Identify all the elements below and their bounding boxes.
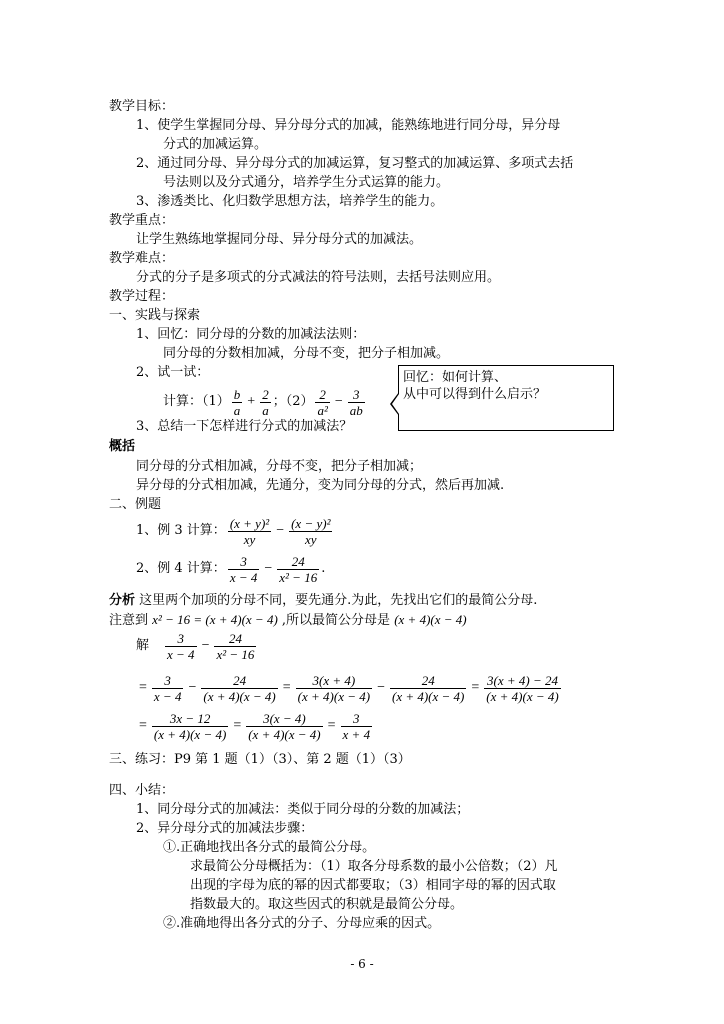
equals-sign: = — [282, 680, 291, 695]
fraction-3-over-x-minus-4: $\frac{3}{x - 4}$ — [229, 553, 258, 585]
overview-title: 概括 — [109, 439, 136, 454]
page-number: - 6 - — [350, 957, 374, 971]
calc-label: 计算：（1） — [163, 394, 230, 409]
equals-sign: = — [139, 718, 147, 733]
fraction-3x-minus-4-over-product: $\frac{3(x - 4)}{(x + 4)(x - 4)}$ — [248, 710, 321, 742]
process-heading: 教学过程： — [109, 289, 175, 304]
difficulty-text: 分式的分子是多项式的分式减法的符号法则，去括号法则应用。 — [136, 270, 501, 285]
fraction-combined-over-product: $\frac{3(x + 4) - 24}{(x + 4)(x - 4)}$ — [486, 672, 559, 704]
fraction-3x-minus-12-over-product: $\frac{3x - 12}{(x + 4)(x - 4)}$ — [153, 710, 227, 742]
callout-line-2: 从中可以得到什么启示？ — [403, 387, 547, 402]
notice-line — [109, 610, 467, 630]
fraction-24-over-product: $\frac{24}{(x + 4)(x - 4)}$ — [391, 672, 465, 704]
fraction-x-minus-y-squared: $\frac{\text{(x − y)²}}{xy}$ — [291, 515, 331, 547]
equals-sign: = — [233, 718, 242, 733]
example-4-end: . — [321, 561, 326, 576]
overview-line-1: 同分母的分式相加减，分母不变，把分子相加减； — [136, 459, 423, 474]
try-calculation — [163, 385, 367, 419]
summary-item-1: 1、同分母分式的加减法：类似于同分母的分数的加减法； — [136, 802, 470, 817]
minus-sign: − — [188, 680, 197, 695]
fraction-3-over-x-plus-4: $\frac{3}{x + 4}$ — [342, 710, 371, 742]
notice-middle: ,所以最简公分母是 — [281, 613, 391, 628]
section4-title: 四、小结： — [109, 783, 175, 798]
try-line: 2、试一试： — [136, 365, 210, 380]
fraction-24-over-product: $\frac{24}{(x + 4)(x - 4)}$ — [203, 672, 276, 704]
section2-title: 二、例题 — [109, 497, 162, 512]
callout-pointer-inner — [392, 394, 399, 414]
summary-step-1-detail-2: 出现的字母为底的幂的因式都要取；（3）相同字母的幂的因式取 — [190, 878, 556, 893]
fraction-2-over-a2: $\frac{2}{\text{a²}}$ — [317, 386, 328, 418]
example-4-label: 2、例 4 计算： — [136, 561, 226, 576]
calc-separator: ；（2） — [272, 394, 314, 409]
fraction-b-over-a: $\frac{b}{a}$ — [233, 386, 241, 418]
analysis-label: 分析 — [109, 593, 136, 608]
key-point-heading: 教学重点： — [109, 213, 175, 228]
fraction-x-plus-y-squared: $\frac{\text{(x + y)²}}{xy}$ — [229, 515, 270, 547]
solution-line-2 — [136, 670, 563, 706]
minus-sign: − — [377, 680, 385, 695]
recall-rule: 同分母的分数相加减，分母不变，把分子相加减。 — [163, 346, 450, 361]
recall-callout — [398, 365, 614, 431]
goal-item-3: 3、渗透类比、化归数学思想方法，培养学生的能力。 — [136, 194, 444, 209]
solution-line-3 — [136, 708, 374, 744]
goal-item-1: 1、使学生掌握同分母、异分母分式的加减，能熟练地进行同分母，异分母 — [136, 118, 561, 133]
example-4 — [136, 552, 325, 586]
summary-item-2: 2、异分母分式的加减法步骤： — [136, 821, 314, 836]
fraction-3-over-x-minus-4: $\frac{3}{x - 4}$ — [167, 630, 195, 662]
analysis-text: 这里两个加项的分母不同，要先通分.为此，先找出它们的最简公分母. — [139, 593, 538, 608]
summary-question: 3、总结一下怎样进行分式的加减法？ — [136, 419, 353, 434]
minus-sign: − — [276, 523, 285, 538]
fraction-24-over-x2-minus-16: $\frac{24}{\text{x² − 16}}$ — [216, 630, 255, 662]
minus-sign: − — [334, 394, 343, 409]
solution-label: 解 — [136, 638, 150, 653]
section1-title: 一、实践与探索 — [109, 308, 201, 323]
equals-sign: = — [327, 718, 336, 733]
summary-step-1: ①.正确地找出各分式的最简公分母。 — [163, 840, 376, 855]
example-3 — [136, 514, 334, 548]
equals-sign: = — [471, 680, 480, 695]
fraction-3-over-x-minus-4: $\frac{3}{x - 4}$ — [153, 672, 182, 704]
goal-item-1-cont: 分式的加减运算。 — [163, 137, 268, 152]
analysis-line — [109, 591, 537, 610]
callout-line-1: 回忆：如何计算、 — [403, 370, 508, 385]
fraction-24-over-x2-minus-16: $\frac{24}{\text{x² − 16}}$ — [279, 553, 318, 585]
solution-line-1 — [136, 628, 258, 664]
notice-lcd: (x + 4)(x − 4) — [394, 612, 467, 627]
section3-title: 三、练习：P9 第 1 题（1）（3）、第 2 题（1）（3） — [109, 752, 411, 767]
summary-step-1-detail-3: 指数最大的。取这些因式的积就是最简公分母。 — [190, 897, 464, 912]
notice-prefix: 注意到 — [109, 613, 149, 628]
example-3-label: 1、例 3 计算： — [136, 523, 226, 538]
summary-step-2: ②.准确地得出各分式的分子、分母应乘的因式。 — [163, 916, 441, 931]
minus-sign: − — [264, 561, 273, 576]
difficulty-heading: 教学难点： — [109, 251, 175, 266]
fraction-3x-plus-4-over-product: $\frac{3(x + 4)}{(x + 4)(x - 4)}$ — [297, 672, 371, 704]
equals-sign: = — [139, 680, 147, 695]
goal-item-2: 2、通过同分母、异分母分式的加减运算，复习整式的加减运算、多项式去括 — [136, 156, 574, 171]
recall-line: 1、回忆：同分母的分数的加减法法则： — [136, 327, 366, 342]
fraction-3-over-ab: $\frac{3}{ab}$ — [349, 386, 363, 418]
fraction-2-over-a: $\frac{2}{a}$ — [262, 386, 269, 418]
summary-step-1-detail-1: 求最简公分母概括为：（1）取各分母系数的最小公倍数；（2）凡 — [190, 859, 558, 874]
key-point-text: 让学生熟练地掌握同分母、异分母分式的加减法。 — [136, 232, 423, 247]
goal-item-2-cont: 号法则以及分式通分，培养学生分式运算的能力。 — [163, 175, 450, 190]
overview-line-2: 异分母的分式相加减，先通分，变为同分母的分式，然后再加减. — [136, 478, 505, 493]
minus-sign: − — [201, 638, 210, 653]
notice-equation: x² − 16 = (x + 4)(x − 4) — [152, 612, 278, 627]
plus-sign: + — [247, 394, 256, 409]
goals-heading: 教学目标： — [109, 99, 175, 114]
